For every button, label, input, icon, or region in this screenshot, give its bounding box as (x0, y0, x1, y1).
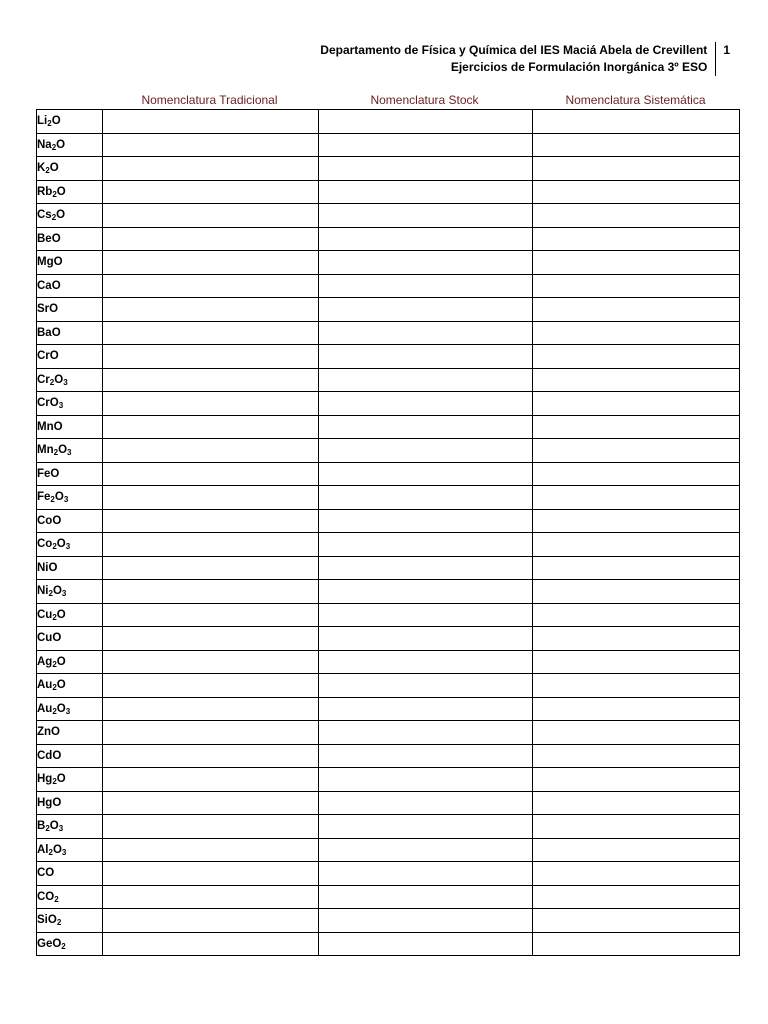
answer-cell-sistematica[interactable] (533, 392, 740, 416)
answer-cell-tradicional[interactable] (103, 885, 319, 909)
answer-cell-stock[interactable] (319, 768, 533, 792)
formula-subscript: 2 (48, 847, 53, 857)
table-row (37, 415, 740, 439)
formula-cell (37, 509, 103, 533)
table-row (37, 180, 740, 204)
formula-cell (37, 744, 103, 768)
column-header-stock: Nomenclatura Stock (370, 93, 479, 107)
formula-element: BaO (37, 326, 61, 339)
answer-cell-sistematica[interactable] (533, 227, 740, 251)
formula-subscript: 2 (52, 189, 57, 199)
formula-element: K (37, 162, 46, 175)
formula-subscript: 2 (52, 542, 57, 552)
formula-element: O (54, 491, 64, 504)
answer-cell-sistematica[interactable] (533, 133, 740, 157)
formula-element: Co (37, 538, 53, 551)
formula-cell (37, 603, 103, 627)
answer-cell-stock[interactable] (319, 932, 533, 956)
answer-cell-tradicional[interactable] (103, 650, 319, 674)
formula-subscript: 2 (53, 448, 59, 458)
answer-cell-tradicional[interactable] (103, 862, 319, 886)
formula-cell (37, 415, 103, 439)
table-row (37, 462, 740, 486)
table-row (37, 650, 740, 674)
formula-subscript: 3 (58, 824, 64, 834)
answer-cell-tradicional[interactable] (103, 345, 319, 369)
formula-element: CrO (37, 397, 59, 410)
formula-cell (37, 909, 103, 933)
table-row (37, 909, 740, 933)
answer-cell-sistematica[interactable] (533, 533, 740, 557)
table-row (37, 674, 740, 698)
formula-subscript: 3 (65, 542, 71, 552)
answer-cell-sistematica[interactable] (533, 815, 740, 839)
table-row (37, 321, 740, 345)
formula-element: O (56, 185, 66, 198)
formula-cell (37, 227, 103, 251)
table-row (37, 697, 740, 721)
answer-cell-sistematica[interactable] (533, 368, 740, 392)
formula-element: O (56, 773, 66, 786)
formula-subscript: 3 (63, 377, 68, 387)
formula-subscript: 2 (51, 213, 57, 223)
answer-cell-stock[interactable] (319, 298, 533, 322)
formula-element: Au (37, 702, 53, 715)
table-row (37, 204, 740, 228)
formula-cell (37, 345, 103, 369)
answer-cell-tradicional[interactable] (103, 251, 319, 275)
answer-cell-sistematica[interactable] (533, 674, 740, 698)
formula-element: BeO (37, 232, 61, 245)
formula-element: B (37, 820, 46, 833)
answer-cell-stock[interactable] (319, 674, 533, 698)
answer-cell-stock[interactable] (319, 744, 533, 768)
formula-element: FeO (37, 467, 60, 480)
formula-cell (37, 321, 103, 345)
table-row (37, 932, 740, 956)
formula-subscript: 2 (52, 777, 57, 787)
answer-cell-stock[interactable] (319, 368, 533, 392)
table-row (37, 627, 740, 651)
formula-cell (37, 533, 103, 557)
formula-subscript: 2 (52, 659, 57, 669)
formula-element: Ag (37, 655, 53, 668)
table-row (37, 298, 740, 322)
formula-cell (37, 157, 103, 181)
formula-element: GeO (37, 937, 62, 950)
answer-cell-stock[interactable] (319, 204, 533, 228)
answer-cell-tradicional[interactable] (103, 744, 319, 768)
answer-cell-stock[interactable] (319, 791, 533, 815)
answer-cell-sistematica[interactable] (533, 721, 740, 745)
formula-cell (37, 650, 103, 674)
answer-cell-stock[interactable] (319, 862, 533, 886)
answer-cell-sistematica[interactable] (533, 556, 740, 580)
answer-cell-sistematica[interactable] (533, 157, 740, 181)
formula-cell (37, 885, 103, 909)
table-row (37, 274, 740, 298)
formula-cell (37, 133, 103, 157)
answer-cell-tradicional[interactable] (103, 580, 319, 604)
formula-subscript: 3 (61, 589, 67, 599)
answer-cell-sistematica[interactable] (533, 768, 740, 792)
table-row (37, 392, 740, 416)
table-row (37, 133, 740, 157)
column-header-sistematica: Nomenclatura Sistemática (565, 93, 706, 107)
answer-cell-tradicional[interactable] (103, 157, 319, 181)
answer-cell-tradicional[interactable] (103, 838, 319, 862)
answer-cell-sistematica[interactable] (533, 345, 740, 369)
header-exercise-title: Ejercicios de Formulación Inorgánica 3º ESO (450, 60, 708, 74)
formula-cell (37, 486, 103, 510)
answer-cell-sistematica[interactable] (533, 650, 740, 674)
column-headers (102, 92, 739, 108)
formula-element: O (56, 679, 66, 692)
answer-cell-sistematica[interactable] (533, 251, 740, 275)
formula-cell (37, 180, 103, 204)
formula-element: CoO (37, 514, 62, 527)
formula-subscript: 2 (49, 377, 55, 387)
formula-subscript: 2 (51, 142, 57, 152)
formula-cell (37, 251, 103, 275)
formula-cell (37, 439, 103, 463)
column-header-tradicional: Nomenclatura Tradicional (141, 93, 278, 107)
answer-cell-stock[interactable] (319, 462, 533, 486)
answer-cell-stock[interactable] (319, 227, 533, 251)
answer-cell-tradicional[interactable] (103, 509, 319, 533)
table-row (37, 721, 740, 745)
formula-subscript: 2 (47, 119, 52, 129)
answer-cell-tradicional[interactable] (103, 533, 319, 557)
answer-cell-stock[interactable] (319, 721, 533, 745)
formula-cell (37, 697, 103, 721)
answer-cell-sistematica[interactable] (533, 791, 740, 815)
answer-cell-tradicional[interactable] (103, 439, 319, 463)
table-row (37, 110, 740, 134)
formula-cell (37, 932, 103, 956)
answer-cell-tradicional[interactable] (103, 932, 319, 956)
answer-cell-tradicional[interactable] (103, 815, 319, 839)
answer-cell-stock[interactable] (319, 439, 533, 463)
formula-element: Hg (37, 773, 53, 786)
answer-cell-stock[interactable] (319, 580, 533, 604)
answer-cell-stock[interactable] (319, 157, 533, 181)
answer-cell-sistematica[interactable] (533, 838, 740, 862)
answer-cell-sistematica[interactable] (533, 439, 740, 463)
table-row (37, 815, 740, 839)
table-row (37, 744, 740, 768)
answer-cell-stock[interactable] (319, 251, 533, 275)
answer-cell-stock[interactable] (319, 392, 533, 416)
formula-element: ZnO (37, 726, 60, 739)
answer-cell-stock[interactable] (319, 110, 533, 134)
formula-element: Fe (37, 491, 51, 504)
formula-element: Li (37, 115, 48, 128)
answer-cell-tradicional[interactable] (103, 768, 319, 792)
header-department: Departamento de Física y Química del IES Maciá Abela de Crevillent (320, 43, 708, 57)
formula-element: Cu (37, 608, 53, 621)
formula-element: O (51, 115, 61, 128)
answer-cell-stock[interactable] (319, 885, 533, 909)
answer-cell-tradicional[interactable] (103, 274, 319, 298)
answer-cell-sistematica[interactable] (533, 744, 740, 768)
formula-cell (37, 674, 103, 698)
formula-element: CaO (37, 279, 61, 292)
formula-element: Na (37, 138, 52, 151)
formula-cell (37, 815, 103, 839)
answer-cell-tradicional[interactable] (103, 462, 319, 486)
answer-cell-sistematica[interactable] (533, 110, 740, 134)
formula-element: O (52, 585, 62, 598)
answer-cell-tradicional[interactable] (103, 486, 319, 510)
answer-cell-sistematica[interactable] (533, 909, 740, 933)
formula-subscript: 2 (61, 941, 66, 951)
formula-cell (37, 462, 103, 486)
formula-cell (37, 721, 103, 745)
answer-cell-stock[interactable] (319, 815, 533, 839)
answer-cell-sistematica[interactable] (533, 321, 740, 345)
answer-cell-tradicional[interactable] (103, 556, 319, 580)
answer-cell-stock[interactable] (319, 556, 533, 580)
table-row (37, 533, 740, 557)
formula-element: Rb (37, 185, 53, 198)
table-row (37, 509, 740, 533)
table-row (37, 862, 740, 886)
answer-cell-tradicional[interactable] (103, 697, 319, 721)
answer-cell-stock[interactable] (319, 697, 533, 721)
formula-element: O (49, 820, 59, 833)
formula-element: O (49, 162, 59, 175)
formula-cell (37, 204, 103, 228)
formula-subscript: 2 (48, 589, 53, 599)
formula-element: Cr (37, 373, 50, 386)
answer-cell-tradicional[interactable] (103, 627, 319, 651)
answer-cell-tradicional[interactable] (103, 392, 319, 416)
formula-element: HgO (37, 796, 62, 809)
formula-element: O (54, 373, 64, 386)
table-row (37, 838, 740, 862)
table-row (37, 768, 740, 792)
formula-element: NiO (37, 561, 58, 574)
answer-cell-stock[interactable] (319, 533, 533, 557)
formula-element: CuO (37, 632, 62, 645)
answer-cell-tradicional[interactable] (103, 227, 319, 251)
formula-element: MgO (37, 256, 63, 269)
table-row (37, 791, 740, 815)
answer-cell-sistematica[interactable] (533, 486, 740, 510)
table-row (37, 251, 740, 275)
formula-element: Ni (37, 585, 49, 598)
formula-element: O (56, 209, 66, 222)
answer-cell-sistematica[interactable] (533, 580, 740, 604)
formula-element: SiO (37, 914, 57, 927)
answer-cell-sistematica[interactable] (533, 298, 740, 322)
formula-cell (37, 556, 103, 580)
formulation-table-body (37, 110, 740, 956)
formula-cell (37, 298, 103, 322)
formula-cell (37, 862, 103, 886)
answer-cell-stock[interactable] (319, 509, 533, 533)
answer-cell-stock[interactable] (319, 838, 533, 862)
formula-cell (37, 580, 103, 604)
answer-cell-tradicional[interactable] (103, 415, 319, 439)
formula-subscript: 2 (52, 683, 57, 693)
header-text-block (320, 42, 715, 76)
answer-cell-sistematica[interactable] (533, 274, 740, 298)
answer-cell-sistematica[interactable] (533, 415, 740, 439)
answer-cell-tradicional[interactable] (103, 321, 319, 345)
formula-element: SrO (37, 303, 59, 316)
answer-cell-tradicional[interactable] (103, 603, 319, 627)
table-row (37, 486, 740, 510)
answer-cell-sistematica[interactable] (533, 204, 740, 228)
table-row (37, 368, 740, 392)
formula-subscript: 3 (63, 495, 69, 505)
formula-cell (37, 791, 103, 815)
table-row (37, 580, 740, 604)
formula-subscript: 3 (61, 847, 67, 857)
answer-cell-stock[interactable] (319, 627, 533, 651)
formula-element: O (56, 538, 66, 551)
formula-element: CdO (37, 749, 62, 762)
answer-cell-stock[interactable] (319, 486, 533, 510)
formula-subscript: 3 (58, 401, 64, 411)
formula-element: O (56, 608, 66, 621)
formula-subscript: 3 (65, 706, 71, 716)
formula-subscript: 3 (67, 448, 72, 458)
answer-cell-tradicional[interactable] (103, 110, 319, 134)
formulation-table (36, 109, 740, 956)
table-row (37, 227, 740, 251)
formula-element: O (56, 655, 66, 668)
formula-element: Al (37, 843, 49, 856)
answer-cell-stock[interactable] (319, 603, 533, 627)
answer-cell-stock[interactable] (319, 321, 533, 345)
answer-cell-sistematica[interactable] (533, 180, 740, 204)
formula-element: MnO (37, 420, 63, 433)
answer-cell-tradicional[interactable] (103, 674, 319, 698)
answer-cell-sistematica[interactable] (533, 885, 740, 909)
formula-subscript: 2 (52, 706, 57, 716)
formula-subscript: 2 (45, 166, 50, 176)
formula-element: Mn (37, 444, 54, 457)
answer-cell-tradicional[interactable] (103, 298, 319, 322)
formula-cell (37, 368, 103, 392)
formula-cell (37, 110, 103, 134)
table-row (37, 157, 740, 181)
formula-subscript: 2 (52, 612, 57, 622)
answer-cell-sistematica[interactable] (533, 603, 740, 627)
table-row (37, 885, 740, 909)
table-row (37, 556, 740, 580)
page-number: 1 (723, 43, 730, 57)
answer-cell-tradicional[interactable] (103, 909, 319, 933)
formula-cell (37, 274, 103, 298)
formula-element: CO (37, 890, 55, 903)
table-row (37, 603, 740, 627)
answer-cell-stock[interactable] (319, 133, 533, 157)
formula-subscript: 2 (50, 495, 55, 505)
formula-subscript: 2 (54, 894, 59, 904)
formula-element: CO (37, 867, 55, 880)
answer-cell-stock[interactable] (319, 345, 533, 369)
formula-element: O (52, 843, 62, 856)
formula-subscript: 2 (56, 918, 62, 928)
answer-cell-stock[interactable] (319, 180, 533, 204)
answer-cell-tradicional[interactable] (103, 204, 319, 228)
answer-cell-tradicional[interactable] (103, 180, 319, 204)
answer-cell-tradicional[interactable] (103, 133, 319, 157)
answer-cell-sistematica[interactable] (533, 697, 740, 721)
formula-cell (37, 768, 103, 792)
answer-cell-sistematica[interactable] (533, 932, 740, 956)
answer-cell-stock[interactable] (319, 650, 533, 674)
formula-cell (37, 838, 103, 862)
answer-cell-sistematica[interactable] (533, 509, 740, 533)
formula-element: O (58, 444, 68, 457)
answer-cell-tradicional[interactable] (103, 721, 319, 745)
answer-cell-stock[interactable] (319, 415, 533, 439)
table-row (37, 439, 740, 463)
formula-cell (37, 627, 103, 651)
answer-cell-tradicional[interactable] (103, 791, 319, 815)
page-header (320, 42, 730, 76)
table-row (37, 345, 740, 369)
formula-element: Au (37, 679, 53, 692)
answer-cell-sistematica[interactable] (533, 462, 740, 486)
formula-element: O (56, 138, 66, 151)
formula-subscript: 2 (45, 824, 50, 834)
formula-cell (37, 392, 103, 416)
answer-cell-stock[interactable] (319, 909, 533, 933)
answer-cell-tradicional[interactable] (103, 368, 319, 392)
answer-cell-sistematica[interactable] (533, 862, 740, 886)
answer-cell-sistematica[interactable] (533, 627, 740, 651)
formula-element: O (56, 702, 66, 715)
formula-element: Cs (37, 209, 52, 222)
formula-element: CrO (37, 350, 59, 363)
answer-cell-stock[interactable] (319, 274, 533, 298)
